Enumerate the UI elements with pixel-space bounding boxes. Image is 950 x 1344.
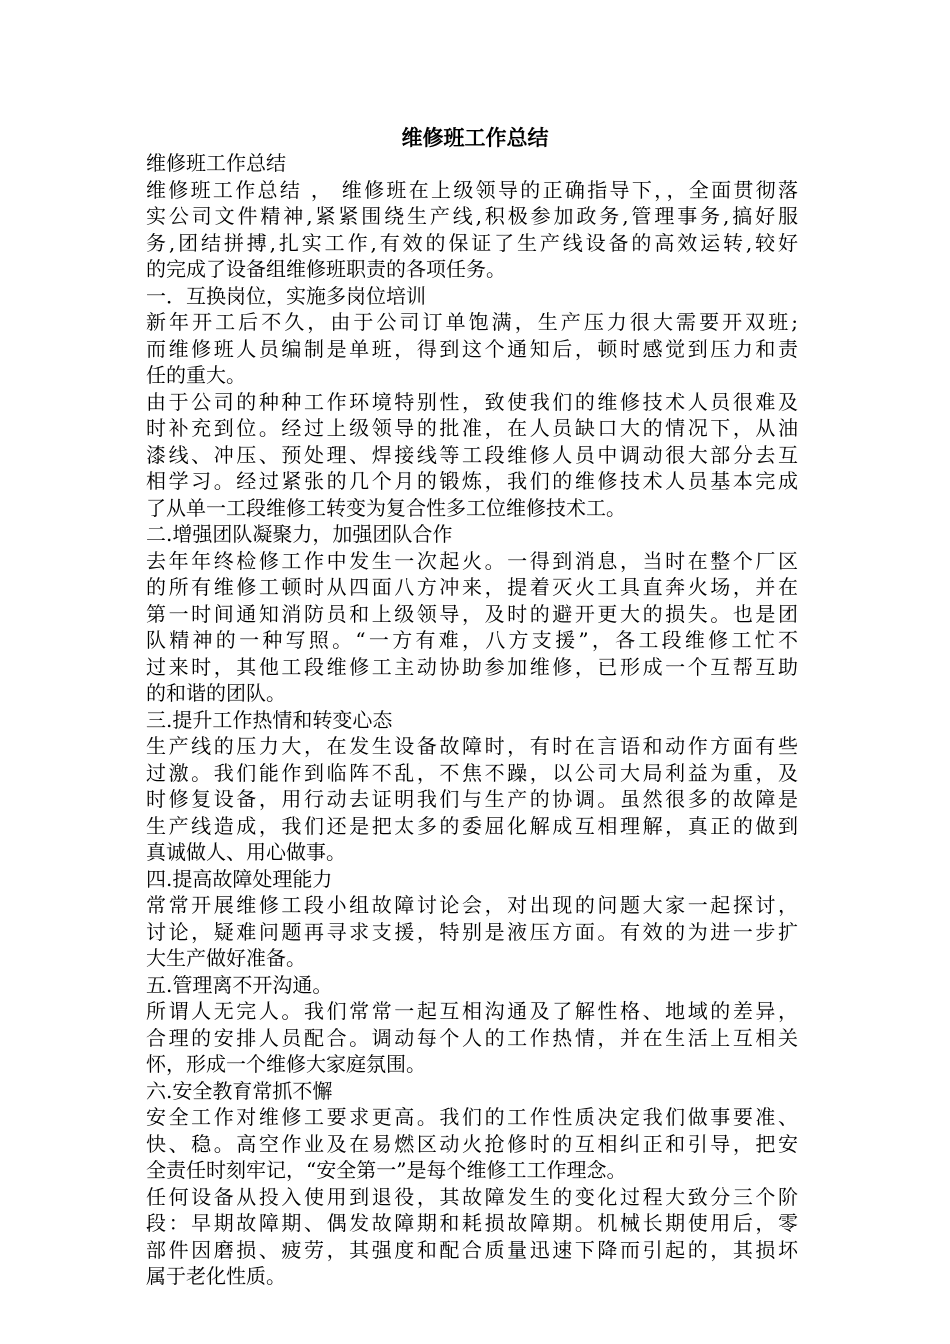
text-line: 第一时间通知消防员和上级领导，及时的避开更大的损失。也是团 (146, 601, 798, 626)
text-line: 安全工作对维修工要求更高。我们的工作性质决定我们做事要准、 (146, 1105, 798, 1129)
text-line: 维修班工作总结 ， 维修班在上级领导的正确指导下，，全面贯彻落 (146, 177, 798, 202)
text-line: 常常开展维修工段小组故障讨论会，对出现的问题大家一起探讨， (146, 893, 798, 917)
text-line: 由于公司的种种工作环境特别性，致使我们的维修技术人员很难及 (146, 389, 798, 414)
text-line: 过激。我们能作到临阵不乱，不焦不躁，以公司大局利益为重，及 (146, 760, 798, 785)
text-line: 任的重大。 (146, 363, 246, 387)
document-title: 维修班工作总结 (401, 126, 549, 150)
text-line: 所谓人无完人。我们常常一起互相沟通及了解性格、地域的差异， (146, 999, 798, 1023)
text-line: 段：早期故障期、偶发故障期和耗损故障期。机械长期使用后，零 (146, 1211, 798, 1235)
text-line: 生产线的压力大，在发生设备故障时，有时在言语和动作方面有些 (146, 734, 798, 758)
text-line: 真诚做人、用心做事。 (146, 840, 346, 864)
text-line: 怀，形成一个维修大家庭氛围。 (146, 1052, 426, 1076)
text-line: 漆线、冲压、预处理、焊接线等工段维修人员中调动很大部分去互 (146, 442, 798, 467)
text-line: 的所有维修工顿时从四面八方冲来，提着灭火工具直奔火场，并在 (146, 575, 798, 599)
text-line: 任何设备从投入使用到退役，其故障发生的变化过程大致分三个阶 (146, 1184, 798, 1209)
text-line: 维修班工作总结 (146, 151, 286, 175)
text-line: 去年年终检修工作中发生一次起火。一得到消息，当时在整个厂区 (146, 548, 798, 573)
text-line: 大生产做好准备。 (146, 946, 306, 970)
text-line: 的完成了设备组维修班职责的各项任务。 (146, 257, 506, 281)
text-line: 相学习。经过紧张的几个月的锻炼，我们的维修技术人员基本完成 (146, 469, 798, 493)
text-line: 一．互换岗位，实施多岗位培训 (146, 283, 426, 308)
text-line: 部件因磨损、疲劳，其强度和配合质量迅速下降而引起的，其损坏 (146, 1237, 798, 1262)
document-body (146, 150, 798, 1290)
text-line: 四.提高故障处理能力 (146, 866, 333, 891)
text-line: 实公司文件精神,紧紧围绕生产线,积极参加政务,管理事务,搞好服 (146, 204, 798, 228)
text-line: 生产线造成，我们还是把太多的委屈化解成互相理解，真正的做到 (146, 813, 798, 838)
text-line: 的和谐的团队。 (146, 681, 286, 705)
text-line: 时修复设备，用行动去证明我们与生产的协调。虽然很多的故障是 (146, 787, 798, 811)
text-line: 三.提升工作热情和转变心态 (146, 707, 393, 732)
text-line: 讨论，疑难问题再寻求支援，特别是液压方面。有效的为进一步扩 (146, 919, 798, 944)
text-line: 了从单一工段维修工转变为复合性多工位维修技术工。 (146, 495, 626, 520)
text-line: 六.安全教育常抓不懈 (146, 1078, 333, 1103)
text-line: 属于老化性质。 (146, 1264, 286, 1288)
text-line: 队精神的一种写照。“一方有难，八方支援”，各工段维修工忙不 (146, 628, 798, 652)
text-line: 务,团结拼搏,扎实工作,有效的保证了生产线设备的高效运转,较好 (146, 230, 798, 255)
text-line: 全责任时刻牢记，“安全第一”是每个维修工工作理念。 (146, 1158, 627, 1182)
text-line: 过来时，其他工段维修工主动协助参加维修，已形成一个互帮互助 (146, 654, 798, 679)
text-line: 二.增强团队凝聚力，加强团队合作 (146, 522, 453, 546)
text-line: 合理的安排人员配合。调动每个人的工作热情，并在生活上互相关 (146, 1025, 798, 1050)
text-line: 五.管理离不开沟通。 (146, 972, 333, 997)
text-line: 而维修班人员编制是单班，得到这个通知后，顿时感觉到压力和责 (146, 336, 798, 361)
text-line: 快、稳。高空作业及在易燃区动火抢修时的互相纠正和引导，把安 (146, 1131, 798, 1156)
text-line: 新年开工后不久，由于公司订单饱满，生产压力很大需要开双班; (146, 310, 798, 334)
text-line: 时补充到位。经过上级领导的批准，在人员缺口大的情况下，从油 (146, 416, 798, 440)
